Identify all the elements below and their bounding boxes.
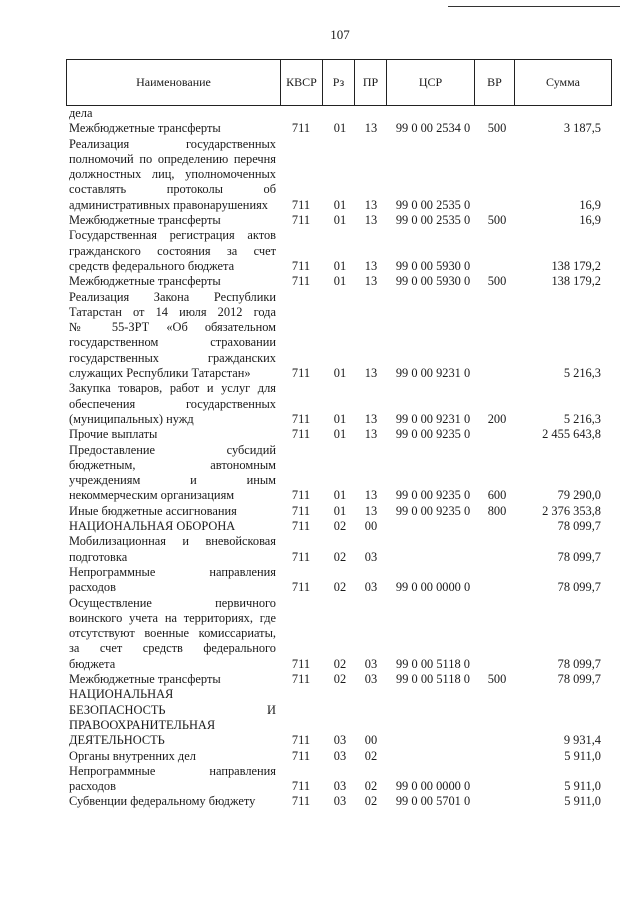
row-name-line: должностных лиц, уполномоченных: [69, 167, 276, 182]
cell-kvsr: 711: [291, 733, 311, 748]
cell-csr: 99 0 00 2535 0: [395, 213, 471, 228]
cell-sum: 5 911,0: [564, 748, 601, 763]
cell-vr: 500: [487, 274, 507, 289]
page-number: 107: [330, 27, 350, 42]
table-row: [0, 565, 640, 596]
row-name: [69, 106, 276, 121]
cell-vr: [480, 427, 514, 442]
cell-vr: [480, 733, 514, 748]
row-name-line: ПРАВООХРАНИТЕЛЬНАЯ: [69, 717, 216, 732]
row-name-line: дела: [69, 106, 93, 120]
cell-vr: 800: [487, 503, 507, 518]
cell-rz: 01: [333, 258, 347, 273]
row-name-line: БЕЗОПАСНОСТЬ И: [69, 702, 276, 717]
cell-csr: 99 0 00 9235 0: [395, 427, 471, 442]
cell-sum: 3 187,5: [563, 121, 601, 136]
cell-vr: [480, 550, 514, 565]
cell-rz: 02: [333, 580, 347, 595]
cell-pr: 13: [364, 197, 378, 212]
cell-csr: 99 0 00 2534 0: [395, 121, 471, 136]
cell-pr: 13: [364, 274, 378, 289]
cell-kvsr: 711: [291, 549, 311, 564]
row-name: [69, 213, 276, 228]
cell-rz: 02: [333, 519, 347, 534]
row-name-line: Реализация Закона Республики: [69, 289, 276, 304]
cell-sum: 138 179,2: [551, 258, 601, 273]
cell-kvsr: 711: [291, 748, 311, 763]
table-row: [0, 749, 640, 764]
row-name-line: гражданского состояния за счет: [69, 243, 276, 258]
cell-csr: [392, 550, 474, 565]
table-body: [0, 106, 640, 810]
row-name: [69, 764, 276, 795]
cell-kvsr: 711: [291, 503, 311, 518]
row-name-line: государственном страховании: [69, 335, 276, 350]
cell-pr: 13: [364, 213, 378, 228]
cell-csr: 99 0 00 9235 0: [395, 503, 471, 518]
cell-kvsr: 711: [291, 779, 311, 794]
cell-csr: [392, 733, 474, 748]
row-name: [69, 749, 276, 764]
cell-csr: 99 0 00 2535 0: [395, 197, 471, 212]
row-name-line: служащих Республики Татарстан»: [69, 366, 251, 381]
row-name: [69, 443, 276, 504]
row-name-line: отсутствуют военные комиссариаты,: [69, 626, 276, 641]
cell-rz: 01: [333, 197, 347, 212]
row-name-line: № 55-ЗРТ «Об обязательном: [69, 320, 276, 335]
table-row: [0, 794, 640, 809]
table-row: [0, 106, 640, 121]
header-rz: Рз: [322, 60, 354, 105]
cell-kvsr: 711: [291, 794, 311, 809]
row-name: [69, 534, 276, 565]
cell-pr: 03: [364, 549, 378, 564]
cell-rz: 02: [333, 672, 347, 687]
row-name-line: полномочий по определению перечня: [69, 151, 276, 166]
cell-pr: 03: [364, 580, 378, 595]
cell-sum: 5 216,3: [563, 411, 601, 426]
table-row: [0, 274, 640, 289]
row-name-line: Межбюджетные трансферты: [69, 121, 221, 136]
row-name-line: бюджета: [69, 656, 116, 671]
cell-sum: 16,9: [579, 197, 601, 212]
cell-csr: 99 0 00 5118 0: [396, 656, 470, 671]
row-name-line: Осуществление первичного: [69, 595, 276, 610]
row-name-line: учреждениям и иным: [69, 473, 276, 488]
cell-sum: 16,9: [579, 213, 601, 228]
cell-kvsr: 711: [291, 656, 311, 671]
row-name-line: Непрограммные направления: [69, 564, 276, 579]
cell-csr: 99 0 00 5930 0: [395, 274, 471, 289]
row-name-line: Закупка товаров, работ и услуг для: [69, 381, 276, 396]
cell-kvsr: 711: [291, 197, 311, 212]
cell-kvsr: 711: [291, 427, 311, 442]
row-name: [69, 381, 276, 427]
cell-csr: 99 0 00 5118 0: [396, 672, 470, 687]
cell-vr: [480, 519, 514, 534]
row-name-line: Предоставление субсидий: [69, 442, 276, 457]
row-name-line: за счет средств федерального: [69, 641, 276, 656]
cell-pr: 13: [364, 121, 378, 136]
cell-pr: 13: [364, 488, 378, 503]
table-row: [0, 764, 640, 795]
table-row: [0, 596, 640, 673]
cell-pr: 00: [364, 733, 378, 748]
cell-vr: [480, 657, 514, 672]
cell-pr: 13: [364, 427, 378, 442]
cell-sum: 2 376 353,8: [542, 503, 601, 518]
row-name-line: Татарстан от 14 июля 2012 года: [69, 304, 276, 319]
row-name-line: средств федерального бюджета: [69, 258, 235, 273]
row-name-line: Реализация государственных: [69, 136, 276, 151]
row-name-line: Мобилизационная и вневойсковая: [69, 534, 276, 549]
row-name: [69, 427, 276, 442]
cell-pr: 02: [364, 748, 378, 763]
cell-vr: 600: [487, 488, 507, 503]
cell-sum: 79 290,0: [557, 488, 601, 503]
cell-csr: 99 0 00 5930 0: [395, 258, 471, 273]
cell-sum: 78 099,7: [557, 519, 601, 534]
header-sum: Сумма: [514, 60, 611, 105]
header-csr: ЦСР: [386, 60, 474, 105]
row-name-line: составлять протоколы об: [69, 182, 276, 197]
cell-rz: 01: [333, 503, 347, 518]
cell-vr: [480, 366, 514, 381]
cell-kvsr: 711: [291, 411, 311, 426]
cell-csr: [392, 519, 474, 534]
cell-csr: 99 0 00 0000 0: [395, 779, 471, 794]
cell-rz: [325, 106, 355, 121]
row-name: [69, 137, 276, 213]
table-row: [0, 687, 640, 748]
cell-kvsr: 711: [291, 274, 311, 289]
header-pr: ПР: [354, 60, 386, 105]
row-name-line: Государственная регистрация актов: [69, 228, 276, 243]
row-name: [69, 519, 276, 534]
header-vr: ВР: [474, 60, 514, 105]
cell-rz: 01: [333, 366, 347, 381]
cell-kvsr: 711: [291, 213, 311, 228]
row-name-line: расходов: [69, 580, 116, 595]
cell-sum: 78 099,7: [557, 656, 601, 671]
row-name: [69, 672, 276, 687]
cell-sum: 78 099,7: [557, 672, 601, 687]
cell-rz: 02: [333, 656, 347, 671]
cell-sum: 5 911,0: [564, 779, 601, 794]
row-name: [69, 687, 276, 748]
row-name-line: Межбюджетные трансферты: [69, 672, 221, 687]
cell-sum: [520, 106, 601, 121]
cell-rz: 03: [333, 779, 347, 794]
cell-rz: 01: [333, 488, 347, 503]
header-name: Наименование: [136, 75, 211, 89]
row-name-line: некоммерческим организациям: [69, 488, 235, 503]
cell-pr: [356, 106, 386, 121]
cell-csr: 99 0 00 9231 0: [395, 411, 471, 426]
cell-kvsr: 711: [291, 580, 311, 595]
table-header: [66, 59, 612, 106]
table-row: [0, 290, 640, 382]
row-name: [69, 274, 276, 289]
cell-vr: 500: [487, 213, 507, 228]
row-name-line: НАЦИОНАЛЬНАЯ ОБОРОНА: [69, 519, 236, 534]
cell-vr: [480, 198, 514, 213]
cell-rz: 03: [333, 794, 347, 809]
cell-sum: 78 099,7: [557, 549, 601, 564]
cell-csr: 99 0 00 9231 0: [395, 366, 471, 381]
row-name-line: административных правонарушениях: [69, 197, 268, 212]
cell-rz: 02: [333, 549, 347, 564]
cell-rz: 03: [333, 748, 347, 763]
cell-kvsr: 711: [291, 672, 311, 687]
cell-vr: [480, 259, 514, 274]
cell-rz: 03: [333, 733, 347, 748]
cell-vr: [480, 106, 514, 121]
row-name-line: воинского учета на территориях, где: [69, 610, 276, 625]
table-row: [0, 228, 640, 274]
table-row: [0, 672, 640, 687]
cell-pr: 13: [364, 366, 378, 381]
row-name-line: НАЦИОНАЛЬНАЯ: [69, 687, 174, 702]
row-name-line: Прочие выплаты: [69, 427, 158, 442]
cell-vr: [480, 749, 514, 764]
cell-kvsr: 711: [291, 519, 311, 534]
cell-sum: 5 911,0: [564, 794, 601, 809]
cell-pr: 03: [364, 656, 378, 671]
cell-csr: 99 0 00 5701 0: [395, 794, 471, 809]
row-name-line: Межбюджетные трансферты: [69, 213, 221, 228]
cell-sum: 78 099,7: [557, 580, 601, 595]
table-row: [0, 443, 640, 504]
top-rule: [448, 6, 620, 7]
cell-pr: 13: [364, 503, 378, 518]
row-name-line: Органы внутренних дел: [69, 748, 196, 763]
cell-pr: 03: [364, 672, 378, 687]
row-name-line: ДЕЯТЕЛЬНОСТЬ: [69, 733, 165, 748]
table-row: [0, 519, 640, 534]
cell-rz: 01: [333, 411, 347, 426]
cell-rz: 01: [333, 121, 347, 136]
row-name-line: Непрограммные направления: [69, 763, 276, 778]
cell-csr: 99 0 00 0000 0: [395, 580, 471, 595]
row-name: [69, 794, 276, 809]
cell-pr: 00: [364, 519, 378, 534]
header-kvsr: КВСР: [280, 60, 322, 105]
row-name: [69, 290, 276, 382]
table-row: [0, 137, 640, 214]
cell-vr: [480, 580, 514, 595]
row-name-line: бюджетным, автономным: [69, 457, 276, 472]
cell-vr: 500: [487, 672, 507, 687]
cell-kvsr: 711: [291, 121, 311, 136]
row-name-line: Межбюджетные трансферты: [69, 274, 221, 289]
row-name: [69, 565, 276, 596]
cell-rz: 01: [333, 274, 347, 289]
row-name-line: подготовка: [69, 549, 128, 564]
cell-kvsr: 711: [291, 366, 311, 381]
table-row: [0, 534, 640, 565]
row-name: [69, 121, 276, 136]
cell-kvsr: 711: [291, 258, 311, 273]
cell-sum: 138 179,2: [551, 274, 601, 289]
cell-kvsr: 711: [291, 488, 311, 503]
row-name: [69, 228, 276, 274]
cell-pr: 13: [364, 411, 378, 426]
row-name-line: Субвенции федеральному бюджету: [69, 794, 256, 809]
cell-kvsr: [283, 106, 319, 121]
cell-csr: [392, 106, 474, 121]
row-name-line: расходов: [69, 779, 116, 794]
row-name-line: Иные бюджетные ассигнования: [69, 503, 237, 518]
cell-vr: [480, 779, 514, 794]
cell-sum: 5 216,3: [563, 366, 601, 381]
table-row: [0, 381, 640, 427]
table-row: [0, 427, 640, 442]
cell-vr: 500: [487, 121, 507, 136]
cell-pr: 13: [364, 258, 378, 273]
table-row: [0, 121, 640, 136]
row-name: [69, 596, 276, 672]
cell-vr: 200: [487, 411, 507, 426]
cell-pr: 02: [364, 779, 378, 794]
row-name: [69, 504, 276, 519]
cell-sum: 9 931,4: [563, 733, 601, 748]
table-row: [0, 504, 640, 519]
cell-sum: 2 455 643,8: [542, 427, 601, 442]
cell-vr: [480, 794, 514, 809]
cell-pr: 02: [364, 794, 378, 809]
cell-rz: 01: [333, 427, 347, 442]
table-row: [0, 213, 640, 228]
cell-csr: [392, 749, 474, 764]
row-name-line: государственных гражданских: [69, 350, 276, 365]
row-name-line: (муниципальных) нужд: [69, 411, 194, 426]
cell-csr: 99 0 00 9235 0: [395, 488, 471, 503]
cell-rz: 01: [333, 213, 347, 228]
row-name-line: обеспечения государственных: [69, 396, 276, 411]
